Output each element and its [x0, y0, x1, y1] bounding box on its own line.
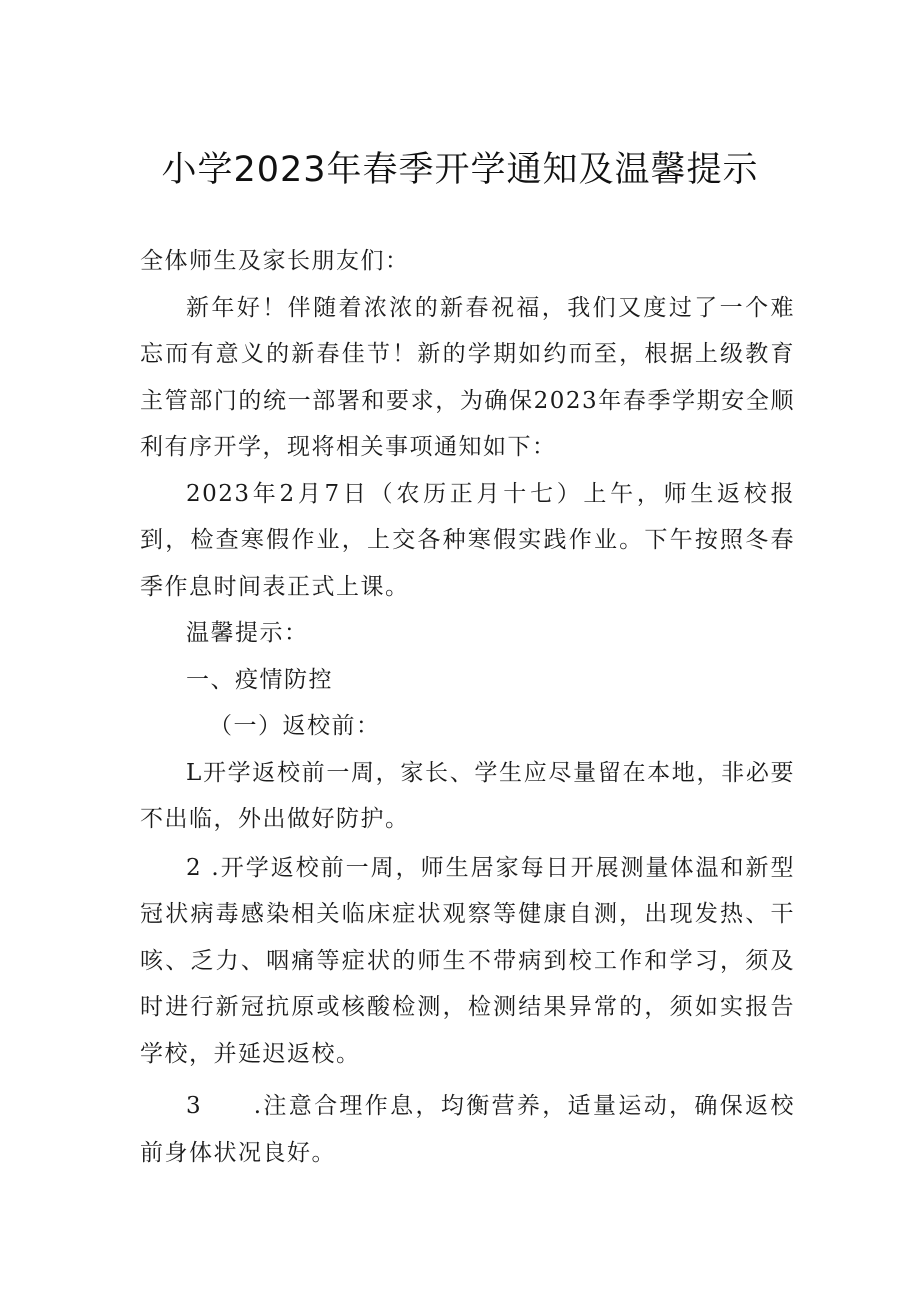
list-item-1: L开学返校前一周，家长、学生应尽量留在本地，非必要不出临，外出做好防护。	[140, 759, 795, 832]
list-item-3: 3 .注意合理作息，均衡营养，适量运动，确保返校前身体状况良好。	[140, 1093, 795, 1166]
document-body	[140, 238, 795, 1176]
section-heading-epidemic: 一、疫情防控	[186, 666, 333, 693]
list-item-2: 2 .开学返校前一周，师生居家每日开展测量体温和新型冠状病毒感染相关临床症状观察等健康自测，出现发热、干咳、乏力、咽痛等症状的师生不带病到校工作和学习，须及时进行新冠抗原或核酸检测，检测结果异常的，须如实报告学校，并延迟返校。	[140, 854, 795, 1067]
paragraph-schedule: 2023年2月7日（农历正月十七）上午，师生返校报到，检查寒假作业，上交各种寒假实践作业。下午按照冬春季作息时间表正式上课。	[140, 480, 795, 600]
greeting: 全体师生及家长朋友们：	[140, 248, 410, 274]
paragraph-tips-heading: 温馨提示：	[186, 620, 309, 646]
document-title: 小学2023年春季开学通知及温馨提示	[161, 150, 759, 190]
subsection-heading-before-return: （一）返校前：	[209, 713, 381, 739]
paragraph-intro: 新年好！伴随着浓浓的新春祝福，我们又度过了一个难忘而有意义的新春佳节！新的学期如约而至，根据上级教育主管部门的统一部署和要求，为确保2023年春季学期安全顺利有序开学，现将相关事项通知如下：	[140, 294, 795, 460]
